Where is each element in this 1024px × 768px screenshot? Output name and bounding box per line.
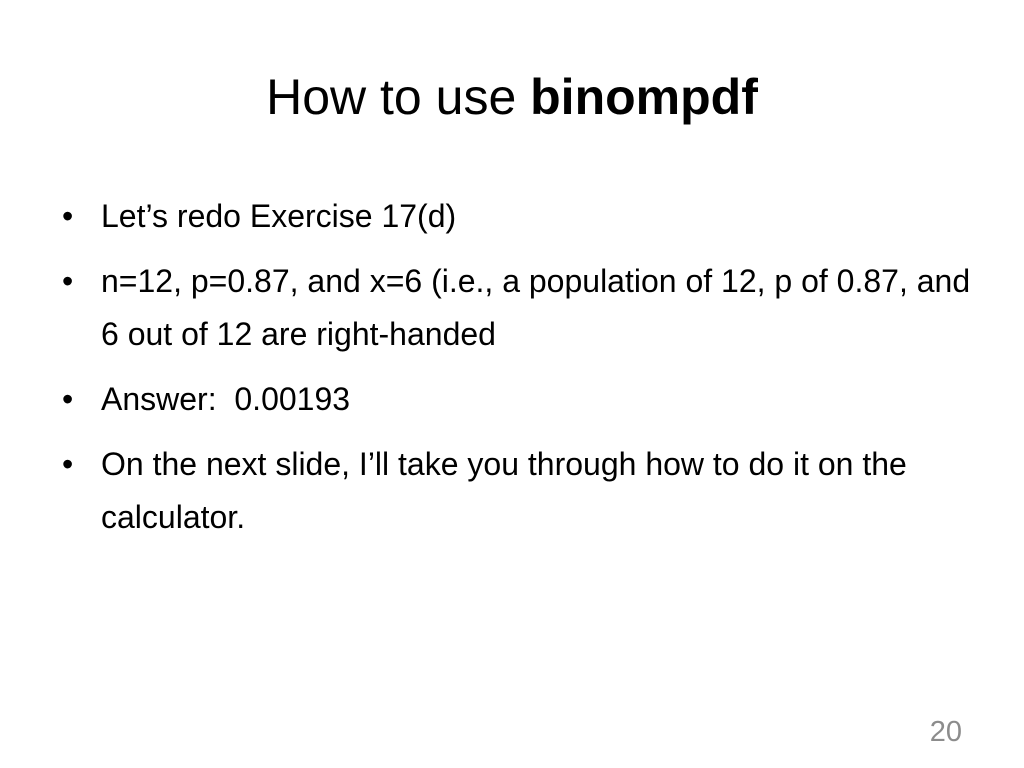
slide-title-keyword: binompdf	[530, 69, 758, 125]
bullet-item-next-slide	[62, 438, 972, 544]
bullet-text: n=12, p=0.87, and x=6 (i.e., a population of 12, p of 0.87, and 6 out of 12 are right-handed	[101, 263, 971, 352]
slide-title-prefix: How to use	[266, 69, 531, 125]
bullet-list	[62, 190, 972, 556]
bullet-item-parameters	[62, 255, 972, 361]
bullet-item-answer	[62, 373, 972, 426]
slide-title	[0, 62, 1024, 132]
bullet-text: On the next slide, I’ll take you through how to do it on the calculator.	[101, 446, 907, 535]
bullet-text: Answer: 0.00193	[101, 381, 351, 417]
bullet-text: Let’s redo Exercise 17(d)	[101, 198, 457, 234]
bullet-marker: •	[62, 198, 74, 234]
bullet-marker: •	[62, 381, 74, 417]
slide-number: 20	[929, 716, 962, 748]
bullet-item-exercise	[62, 190, 972, 243]
bullet-marker: •	[62, 263, 74, 299]
bullet-marker: •	[62, 446, 74, 482]
